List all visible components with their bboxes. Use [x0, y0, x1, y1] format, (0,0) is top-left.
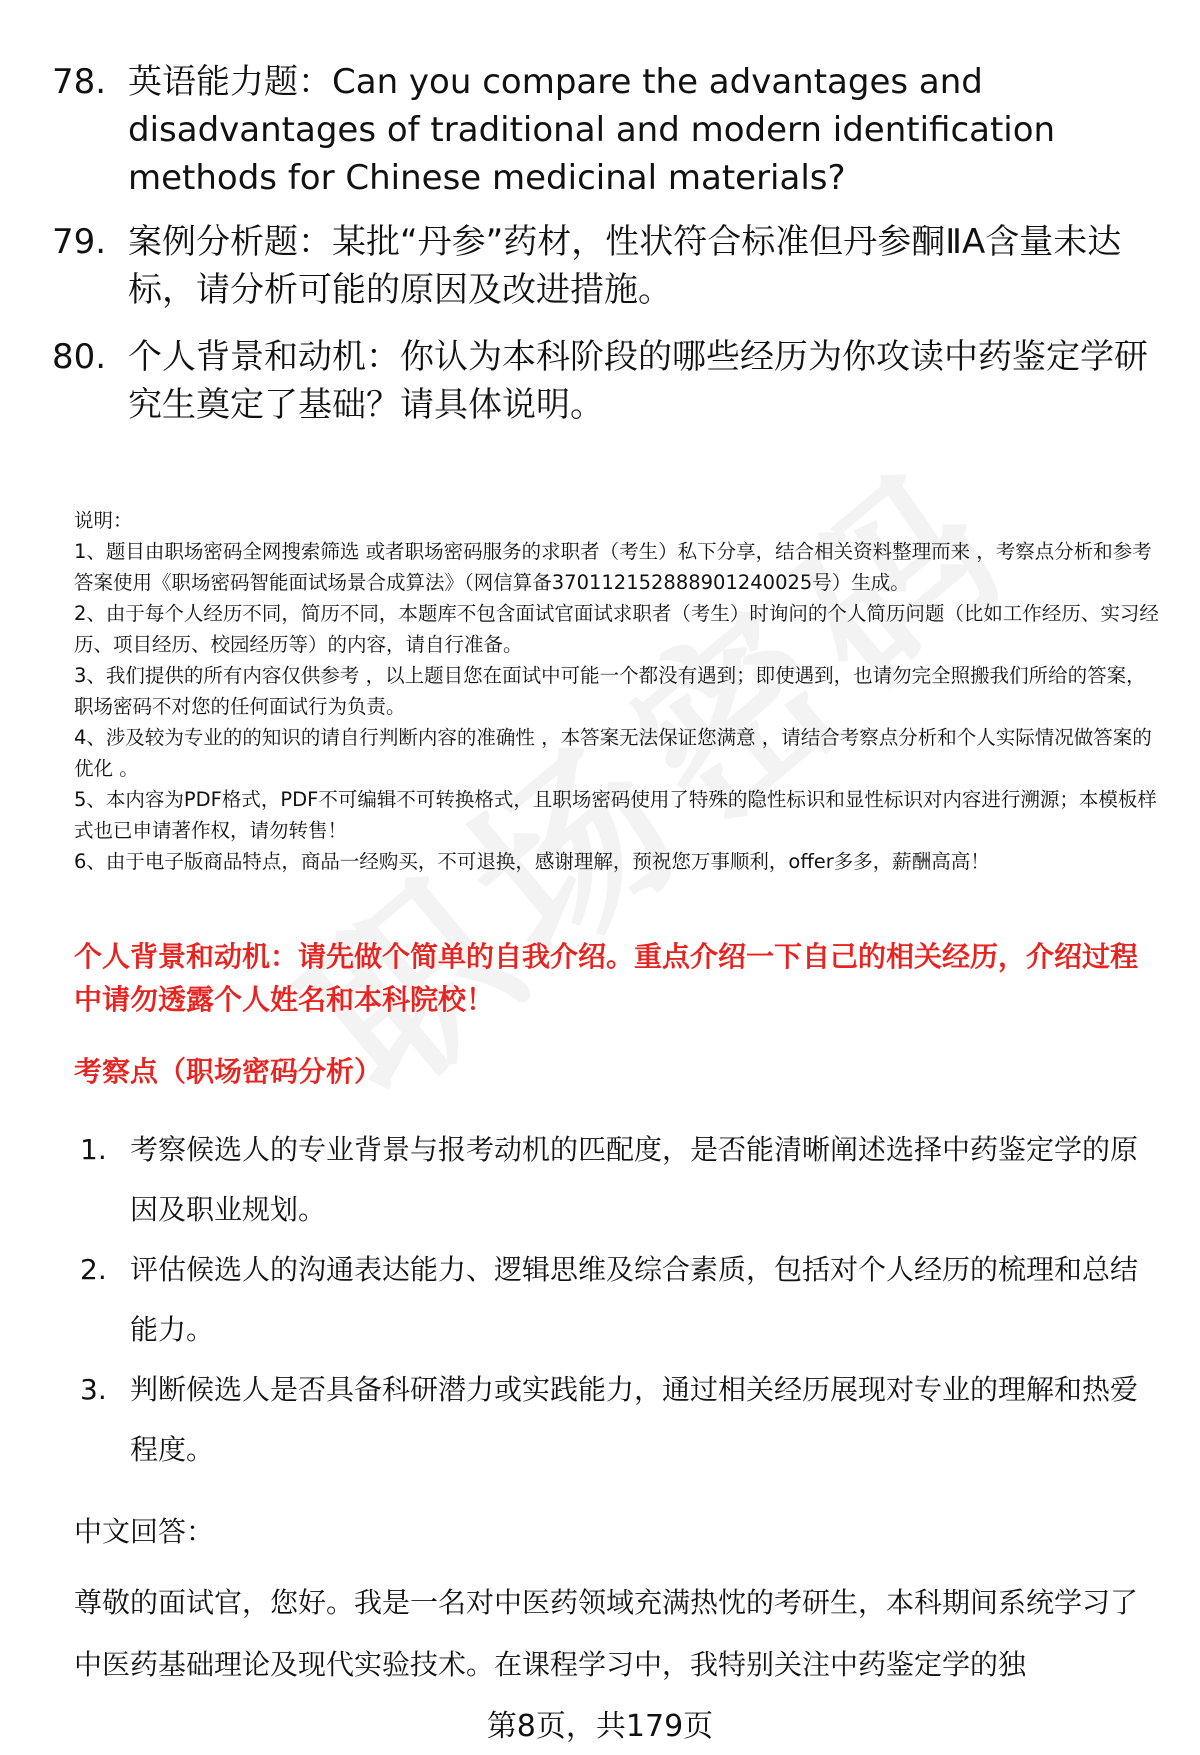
point-text: 判断候选人是否具备科研潜力或实践能力，通过相关经历展现对专业的理解和热爱程度。	[130, 1373, 1139, 1466]
question-text: 案例分析题：某批“丹参”药材，性状符合标准但丹参酮ⅡA含量未达标，请分析可能的原因及改进措施。	[128, 222, 1122, 310]
point-text: 评估候选人的沟通表达能力、逻辑思维及综合素质，包括对个人经历的梳理和总结能力。	[130, 1253, 1139, 1346]
page-number-footer: 第8页，共179页	[486, 1709, 714, 1744]
point-number: 3.	[80, 1373, 107, 1406]
question-number: 80.	[52, 337, 107, 377]
answer-text: 尊敬的面试官，您好。我是一名对中医药领域充满热忱的考研生，本科期间系统学习了中医药基础理论及现代实验技术。在课程学习中，我特别关注中药鉴定学的独	[74, 1586, 1139, 1681]
assessment-points-title: 考察点（职场密码分析）	[74, 1055, 383, 1088]
assessment-point	[80, 1120, 1160, 1240]
assessment-point	[80, 1360, 1160, 1480]
notes-title: 说明：	[74, 509, 133, 532]
note-item: 4、涉及较为专业的的知识的请自行判断内容的准确性 ，本答案无法保证您满意 ，请结合考察点分析和个人实际情况做答案的优化 。	[74, 726, 1152, 780]
question-79	[52, 218, 1152, 314]
assessment-point	[80, 1240, 1160, 1360]
assessment-points-list	[80, 1120, 1160, 1480]
question-number: 78.	[52, 62, 107, 102]
point-text: 考察候选人的专业背景与报考动机的匹配度，是否能清晰阐述选择中药鉴定学的原因及职业规划。	[130, 1133, 1139, 1226]
question-text: 英语能力题：Can you compare the advantages and disadvantages of traditional and modern identification methods for Chinese medicinal materials?	[128, 62, 1056, 198]
answer-label: 中文回答：	[74, 1515, 215, 1548]
point-number: 2.	[80, 1253, 107, 1286]
note-item: 6、由于电子版商品特点，商品一经购买，不可退换，感谢理解，预祝您万事顺利，offer多多，薪酬高高！	[74, 850, 990, 873]
notes-section	[74, 505, 1164, 877]
question-80	[52, 333, 1152, 429]
question-number: 79.	[52, 222, 107, 262]
question-text: 个人背景和动机：你认为本科阶段的哪些经历为你攻读中药鉴定学研究生奠定了基础？请具体说明。	[128, 337, 1148, 425]
note-item: 5、本内容为PDF格式，PDF不可编辑不可转换格式，且职场密码使用了特殊的隐性标识和显性标识对内容进行溯源；本模板样式也已申请著作权，请勿转售！	[74, 788, 1157, 842]
point-number: 1.	[80, 1133, 107, 1166]
note-item: 3、我们提供的所有内容仅供参考 ，以上题目您在面试中可能一个都没有遇到；即使遇到，也请勿完全照搬我们所给的答案，职场密码不对您的任何面试行为负责。	[74, 664, 1146, 718]
question-78	[52, 58, 1152, 202]
note-item: 1、题目由职场密码全网搜索筛选 或者职场密码服务的求职者（考生）私下分享，结合相关资料整理而来 ，考察点分析和参考答案使用《职场密码智能面试场景合成算法》（网信算备370112152888901240025号）生成。	[74, 540, 1152, 594]
intro-question: 个人背景和动机：请先做个简单的自我介绍。重点介绍一下自己的相关经历，介绍过程中请勿透露个人姓名和本科院校！	[74, 940, 1139, 1016]
note-item: 2、由于每个人经历不同，简历不同，本题库不包含面试官面试求职者（考生）时询问的个人简历问题（比如工作经历、实习经历、项目经历、校园经历等）的内容，请自行准备。	[74, 602, 1159, 656]
